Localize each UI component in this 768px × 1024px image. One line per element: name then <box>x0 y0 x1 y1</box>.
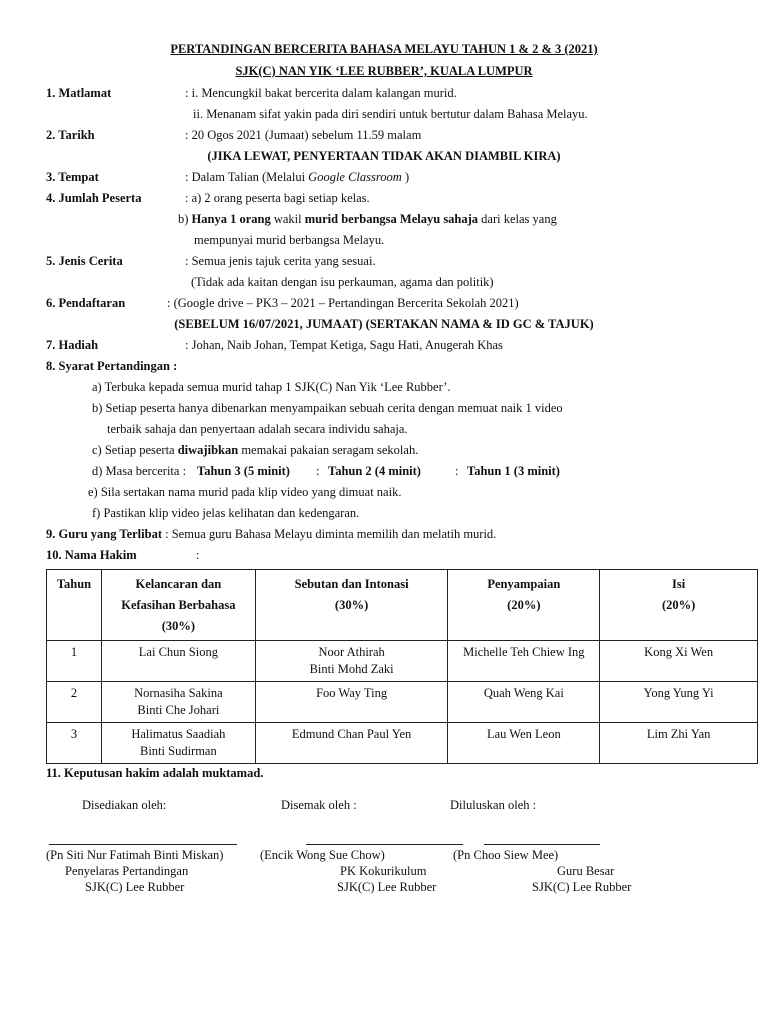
sig-checked-line <box>306 844 463 845</box>
syarat-b2: terbaik sahaja dan penyertaan adalah secara individu sahaja. <box>107 422 408 436</box>
jumlah-b-post: dari kelas yang <box>478 212 557 226</box>
jumlah-b-line2: mempunyai murid berbangsa Melayu. <box>194 233 385 247</box>
sig-approved-title: Guru Besar <box>557 864 615 878</box>
jumlah-b-pre: b) <box>178 212 192 226</box>
matlamat-label: 1. Matlamat <box>46 86 112 100</box>
header-sebutan: Sebutan dan Intonasi (30%) <box>255 570 448 641</box>
tempat-value-italic: Google Classroom <box>308 170 402 184</box>
syarat-e: e) Sila sertakan nama murid pada klip video yang dimuat naik. <box>88 485 402 499</box>
jumlah-b-bold2: murid berbangsa Melayu sahaja <box>304 212 479 226</box>
header-kelancaran: Kelancaran dan Kefasihan Berbahasa (30%) <box>101 570 255 641</box>
header-isi: Isi (20%) <box>600 570 758 641</box>
syarat-label: 8. Syarat Pertandingan : <box>46 359 178 373</box>
table-row <box>47 641 758 682</box>
sig-checked-title: PK Kokurikulum <box>340 864 427 878</box>
jumlah-b-bold1: Hanya 1 orang <box>191 212 271 226</box>
cell-tahun: 3 <box>47 723 102 764</box>
cell-isi: Yong Yung Yi <box>600 682 758 723</box>
hakim-label: 10. Nama Hakim <box>46 548 137 562</box>
pendaftaran-note: (SEBELUM 16/07/2021, JUMAAT) (SERTAKAN NAMA & ID GC & TAJUK) <box>174 317 594 331</box>
syarat-d-sep1: : <box>316 464 320 478</box>
tempat-value-post: ) <box>401 170 410 184</box>
cell-sebutan: Noor Athirah Binti Mohd Zaki <box>255 641 448 682</box>
jenis-label: 5. Jenis Cerita <box>46 254 123 268</box>
tarikh-value: : 20 Ogos 2021 (Jumaat) sebelum 11.59 malam <box>185 128 422 142</box>
sig-approved-school: SJK(C) Lee Rubber <box>532 880 632 894</box>
guru-line <box>46 527 496 542</box>
syarat-b1: b) Setiap peserta hanya dibenarkan menyampaikan sebuah cerita dengan memuat naik 1 video <box>92 401 563 415</box>
syarat-c-pre: c) Setiap peserta <box>92 443 178 457</box>
document-title: PERTANDINGAN BERCERITA BAHASA MELAYU TAHUN 1 & 2 & 3 (2021) <box>170 42 598 56</box>
hadiah-label: 7. Hadiah <box>46 338 99 352</box>
sig-checked-label: Disemak oleh : <box>281 798 357 812</box>
tarikh-label: 2. Tarikh <box>46 128 95 142</box>
syarat-f: f) Pastikan klip video jelas kelihatan dan kedengaran. <box>92 506 360 520</box>
tarikh-note: (JIKA LEWAT, PENYERTAAN TIDAK AKAN DIAMBIL KIRA) <box>207 149 561 163</box>
matlamat-item-ii: ii. Menanam sifat yakin pada diri sendiri untuk bertutur dalam Bahasa Melayu. <box>193 107 588 121</box>
jenis-value: : Semua jenis tajuk cerita yang sesuai. <box>185 254 376 268</box>
syarat-c <box>92 443 418 458</box>
guru-value: : Semua guru Bahasa Melayu diminta memilih dan melatih murid. <box>162 527 497 541</box>
cell-kelancaran: Halimatus Saadiah Binti Sudirman <box>101 723 255 764</box>
cell-isi: Kong Xi Wen <box>600 641 758 682</box>
tempat-value <box>185 170 409 185</box>
syarat-a: a) Terbuka kepada semua murid tahap 1 SJK(C) Nan Yik ‘Lee Rubber’. <box>92 380 451 394</box>
pendaftaran-label: 6. Pendaftaran <box>46 296 126 310</box>
header-penyampaian: Penyampaian (20%) <box>448 570 600 641</box>
cell-tahun: 2 <box>47 682 102 723</box>
cell-sebutan: Foo Way Ting <box>255 682 448 723</box>
sig-prepared-school: SJK(C) Lee Rubber <box>85 880 185 894</box>
sig-prepared-title: Penyelaras Pertandingan <box>65 864 189 878</box>
cell-tahun: 1 <box>47 641 102 682</box>
syarat-d-sep2: : <box>455 464 459 478</box>
syarat-c-post: memakai pakaian seragam sekolah. <box>238 443 419 457</box>
sig-checked-name: (Encik Wong Sue Chow) <box>260 848 385 862</box>
cell-kelancaran: Lai Chun Siong <box>101 641 255 682</box>
syarat-d-tahun1: Tahun 1 (3 minit) <box>467 464 560 478</box>
matlamat-item-i: : i. Mencungkil bakat bercerita dalam kalangan murid. <box>185 86 457 100</box>
table-row <box>47 682 758 723</box>
jenis-note: (Tidak ada kaitan dengan isu perkauman, agama dan politik) <box>191 275 494 289</box>
sig-approved-label: Diluluskan oleh : <box>450 798 537 812</box>
cell-penyampaian: Michelle Teh Chiew Ing <box>448 641 600 682</box>
hakim-colon: : <box>196 548 200 562</box>
hakim-table <box>46 569 758 764</box>
jumlah-label: 4. Jumlah Peserta <box>46 191 142 205</box>
jumlah-a: : a) 2 orang peserta bagi setiap kelas. <box>185 191 370 205</box>
school-name: SJK(C) NAN YIK ‘LEE RUBBER’, KUALA LUMPUR <box>235 64 533 78</box>
jumlah-b-mid: wakil <box>270 212 305 226</box>
sig-prepared-label: Disediakan oleh: <box>82 798 167 812</box>
cell-isi: Lim Zhi Yan <box>600 723 758 764</box>
table-row <box>47 723 758 764</box>
jumlah-b <box>178 212 557 227</box>
hakim-table-header <box>47 570 758 641</box>
cell-penyampaian: Lau Wen Leon <box>448 723 600 764</box>
sig-prepared-line <box>49 844 237 845</box>
pendaftaran-value: : (Google drive – PK3 – 2021 – Pertandingan Bercerita Sekolah 2021) <box>167 296 519 310</box>
sig-approved-name: (Pn Choo Siew Mee) <box>453 848 559 862</box>
guru-label: 9. Guru yang Terlibat <box>46 527 162 541</box>
sig-approved-line <box>484 844 600 845</box>
cell-kelancaran: Nornasiha Sakina Binti Che Johari <box>101 682 255 723</box>
keputusan-statement: 11. Keputusan hakim adalah muktamad. <box>46 766 264 780</box>
syarat-d-tahun3: Tahun 3 (5 minit) <box>197 464 290 478</box>
tempat-value-pre: : Dalam Talian (Melalui <box>185 170 309 184</box>
tempat-label: 3. Tempat <box>46 170 99 184</box>
sig-prepared-name: (Pn Siti Nur Fatimah Binti Miskan) <box>46 848 224 862</box>
cell-sebutan: Edmund Chan Paul Yen <box>255 723 448 764</box>
sig-checked-school: SJK(C) Lee Rubber <box>337 880 437 894</box>
cell-penyampaian: Quah Weng Kai <box>448 682 600 723</box>
header-tahun: Tahun <box>47 570 102 641</box>
syarat-d-pre: d) Masa bercerita : <box>92 464 187 478</box>
syarat-d-tahun2: Tahun 2 (4 minit) <box>328 464 421 478</box>
hadiah-value: : Johan, Naib Johan, Tempat Ketiga, Sagu Hati, Anugerah Khas <box>185 338 503 352</box>
syarat-c-bold: diwajibkan <box>177 443 239 457</box>
